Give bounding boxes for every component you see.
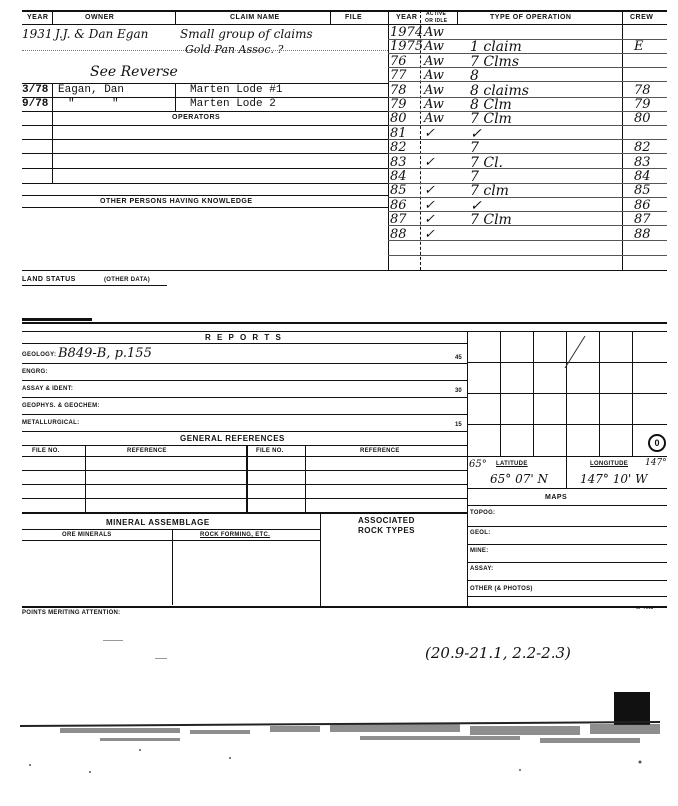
- activity-crew: E: [634, 39, 644, 55]
- owner-year: 9/78: [22, 98, 49, 110]
- associated-label: ASSOCIATED: [358, 516, 415, 525]
- activity-year: 77: [390, 68, 407, 84]
- speck: [155, 658, 167, 659]
- col-header-claim-name: CLAIM NAME: [230, 14, 280, 21]
- owner-note: See Reverse: [90, 64, 178, 80]
- maps-topog: TOPOG:: [470, 510, 496, 516]
- owner-ditto: ": [68, 98, 75, 110]
- pencil-mark: [555, 332, 595, 372]
- activity-year: 82: [390, 140, 407, 156]
- rule: [467, 505, 667, 506]
- rock-types-label: ROCK TYPES: [358, 526, 416, 535]
- metallurgical-label: METALLURGICAL:: [22, 420, 80, 426]
- rule: [467, 562, 667, 563]
- longitude-label: LONGITUDE: [590, 461, 629, 467]
- activity-operation: 7: [470, 169, 479, 185]
- activity-crew: 85: [634, 183, 651, 199]
- maps-assay: ASSAY:: [470, 566, 494, 572]
- rule: [22, 343, 467, 344]
- activity-active: ✓: [424, 183, 435, 199]
- rule: [467, 526, 667, 527]
- rule: [22, 195, 388, 196]
- maps-geol: GEOL:: [470, 530, 491, 536]
- tick-15: 15: [455, 422, 462, 428]
- rule: [388, 10, 389, 270]
- geology-label: GEOLOGY:: [22, 352, 57, 358]
- mineral-assemblage-title: MINERAL ASSEMBLAGE: [106, 518, 210, 527]
- activity-active: Aw: [424, 68, 444, 84]
- activity-year: 1974: [390, 25, 424, 40]
- latitude-value: 65° 07' N: [490, 472, 548, 486]
- rule: [22, 540, 320, 541]
- claim-name: Small group of claims: [180, 27, 313, 41]
- operators-label: OPERATORS: [172, 114, 221, 121]
- engrg-label: ENGRG:: [22, 369, 48, 375]
- col-file-no2: FILE NO.: [256, 448, 284, 454]
- activity-crew: 79: [634, 97, 651, 112]
- owner-name: Eagan, Dan: [58, 84, 125, 96]
- rule: [467, 456, 667, 457]
- rule: [22, 10, 667, 12]
- col-header-crew: CREW: [630, 14, 654, 21]
- rule: [22, 529, 320, 530]
- owner-year: 1931: [22, 27, 53, 41]
- owner-year: 3/78: [22, 84, 49, 96]
- lat-degree: 65°: [469, 459, 487, 470]
- activity-year: 81: [390, 125, 407, 141]
- rule: [246, 445, 248, 512]
- activity-crew: 82: [634, 140, 651, 156]
- rule: [330, 10, 331, 24]
- rule: [22, 285, 167, 286]
- activity-year: 76: [390, 53, 407, 69]
- activity-year: 88: [390, 226, 407, 242]
- activity-operation: 1 claim: [470, 39, 522, 56]
- rock-forming-label: ROCK FORMING, ETC.: [200, 532, 271, 538]
- activity-year: 1975: [390, 39, 424, 55]
- activity-crew: 88: [634, 226, 651, 242]
- maps-mine: MINE:: [470, 548, 489, 554]
- reports-title: R E P O R T S: [205, 333, 283, 342]
- activity-crew: 83: [634, 154, 651, 170]
- rule: [22, 456, 467, 457]
- maps-other: OTHER (& PHOTOS): [470, 586, 533, 592]
- rule: [22, 207, 388, 208]
- geophys-label: GEOPHYS. & GEOCHEM:: [22, 403, 100, 409]
- rule: [22, 380, 467, 381]
- activity-operation: 7 Clm: [470, 111, 512, 128]
- activity-crew: 78: [634, 82, 651, 98]
- rule: [175, 10, 176, 24]
- col-header-idle: OR IDLE: [425, 18, 448, 24]
- activity-operation: 7 Clm: [470, 212, 512, 229]
- activity-active: Aw: [424, 25, 444, 40]
- col-reference2: REFERENCE: [360, 448, 400, 454]
- rule: [467, 424, 667, 425]
- rule: [22, 431, 467, 432]
- maps-title: MAPS: [545, 494, 568, 501]
- activity-active: ✓: [424, 125, 435, 141]
- activity-active: ✓: [424, 154, 435, 170]
- rule: [388, 255, 667, 256]
- rule: [320, 512, 321, 606]
- rule: [22, 125, 388, 126]
- col-file-no: FILE NO.: [32, 448, 60, 454]
- form-number: SP 7918: [636, 605, 654, 610]
- activity-year: 87: [390, 212, 407, 228]
- rule: [22, 397, 467, 398]
- activity-year: 85: [390, 183, 407, 199]
- rule: [22, 183, 388, 184]
- speck: [103, 640, 123, 641]
- activity-year: 83: [390, 154, 407, 170]
- land-status-sub: (OTHER DATA): [104, 277, 151, 283]
- activity-active: ✓: [424, 212, 435, 228]
- col-header-file: FILE: [345, 14, 363, 21]
- rule: [467, 393, 667, 394]
- activity-active: Aw: [424, 53, 444, 69]
- activity-crew: 87: [634, 212, 651, 228]
- rule: [566, 456, 567, 488]
- smudge-line: [22, 318, 92, 321]
- longitude-value: 147° 10' W: [580, 472, 648, 486]
- other-persons-label: OTHER PERSONS HAVING KNOWLEDGE: [100, 198, 253, 205]
- activity-active: Aw: [424, 97, 444, 112]
- activity-operation: 8 Clm: [470, 97, 512, 113]
- activity-year: 79: [390, 97, 407, 112]
- activity-active: Aw: [424, 82, 444, 98]
- rule: [467, 544, 667, 545]
- rule: [22, 153, 388, 154]
- activity-operation: ✓: [470, 197, 482, 214]
- assay-label: ASSAY & IDENT:: [22, 386, 74, 392]
- rule: [22, 498, 467, 499]
- claim-name: Marten Lode #1: [190, 84, 283, 96]
- rule: [85, 445, 86, 512]
- activity-operation: 7 Clms: [470, 53, 520, 70]
- circle-marker: 0: [648, 434, 666, 452]
- rule: [467, 580, 667, 581]
- activity-operation: 8 claims: [470, 82, 529, 99]
- activity-year: 78: [390, 82, 407, 98]
- activity-year: 80: [390, 111, 407, 127]
- col-reference: REFERENCE: [127, 448, 167, 454]
- scan-noise-strip: [0, 710, 678, 790]
- activity-operation: 7: [470, 140, 479, 157]
- owner-name: J.J. & Dan Egan: [55, 27, 149, 41]
- rule: [22, 606, 667, 608]
- rule: [22, 139, 388, 140]
- claim-name: Gold Pan Assoc. ?: [185, 43, 284, 56]
- activity-operation: 8: [470, 68, 479, 85]
- rule: [22, 484, 467, 485]
- rule: [22, 414, 467, 415]
- col-header-type-of-operation: TYPE OF OPERATION: [490, 14, 572, 21]
- land-status-label: LAND STATUS: [22, 276, 76, 283]
- activity-active: ✓: [424, 226, 435, 242]
- rule: [22, 363, 467, 364]
- latitude-label: LATITUDE: [496, 461, 528, 467]
- rule: [22, 24, 667, 25]
- activity-active: Aw: [424, 39, 444, 55]
- activity-crew: 86: [634, 197, 651, 213]
- rule: [22, 270, 667, 271]
- activity-year: 86: [390, 197, 407, 213]
- rule: [467, 331, 468, 606]
- general-references-title: GENERAL REFERENCES: [180, 434, 285, 443]
- col-header-year: YEAR: [27, 14, 49, 21]
- rule: [467, 596, 667, 597]
- geology-value: B849-B, p.155: [58, 346, 152, 361]
- points-label: POINTS MERITING ATTENTION:: [22, 610, 121, 616]
- col-header-year2: YEAR: [396, 14, 418, 21]
- activity-operation: ✓: [470, 125, 482, 142]
- rule: [22, 168, 388, 169]
- long-degree: 147°: [645, 458, 667, 468]
- rule: [52, 10, 53, 24]
- activity-crew: 80: [634, 111, 651, 127]
- rule: [22, 512, 467, 514]
- coords-note: (20.9-21.1, 2.2-2.3): [425, 644, 571, 662]
- rule: [622, 10, 623, 270]
- rule: [22, 445, 467, 446]
- activity-year: 84: [390, 169, 407, 184]
- tick-45: 45: [455, 355, 462, 361]
- ore-minerals-label: ORE MINERALS: [62, 532, 112, 538]
- activity-crew: 84: [634, 169, 651, 184]
- rule: [22, 111, 388, 112]
- col-header-active: ACTIVE: [426, 11, 447, 17]
- activity-operation: 7 Cl.: [470, 154, 503, 171]
- rule: [457, 10, 458, 24]
- rule: [22, 470, 467, 471]
- claim-name: Marten Lode 2: [190, 98, 276, 110]
- rule: [467, 488, 667, 489]
- owner-ditto: ": [112, 98, 119, 110]
- activity-active: Aw: [424, 111, 444, 127]
- rule: [172, 529, 173, 605]
- rule: [22, 322, 667, 324]
- activity-operation: 7 clm: [470, 183, 509, 200]
- rule: [305, 445, 306, 512]
- activity-active: ✓: [424, 197, 435, 213]
- col-header-owner: OWNER: [85, 14, 115, 21]
- tick-30: 30: [455, 388, 462, 394]
